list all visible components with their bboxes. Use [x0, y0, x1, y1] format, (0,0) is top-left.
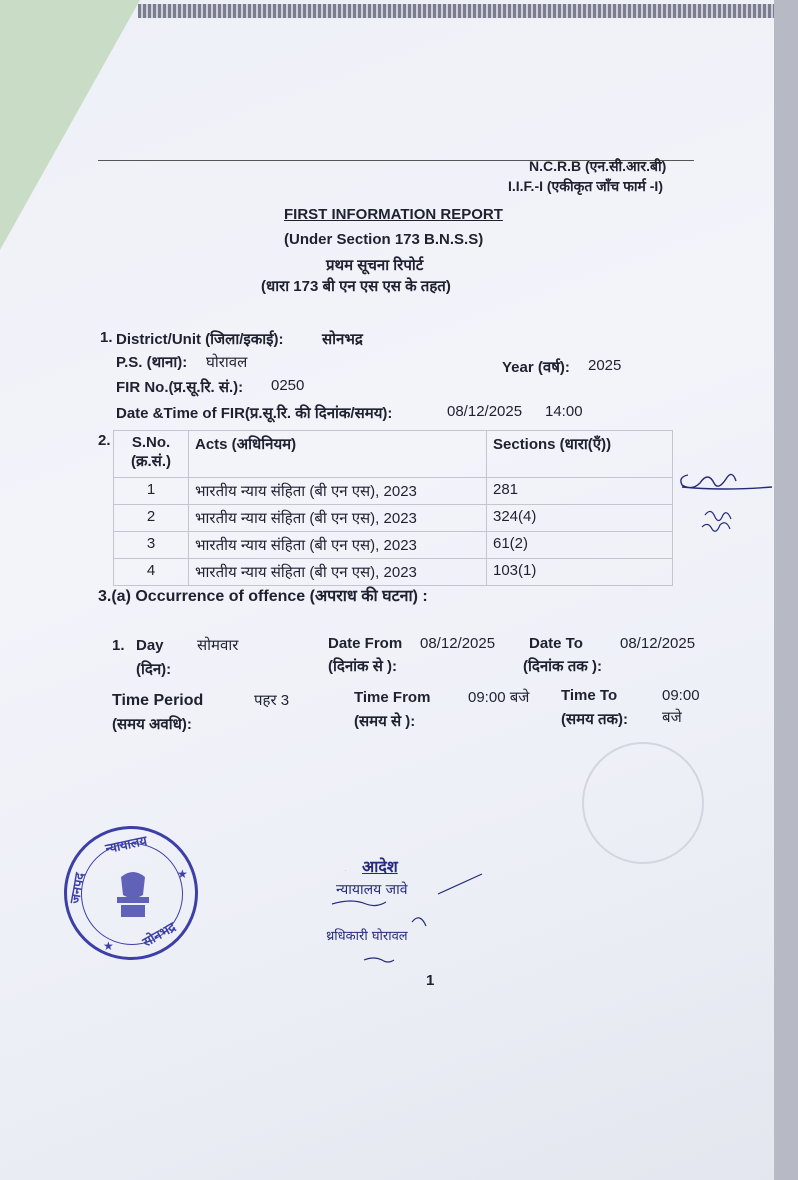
- fir-date-value: 08/12/2025: [447, 403, 523, 420]
- stamp-top-text: न्यायालय: [104, 832, 149, 857]
- report-subtitle-hindi: (धारा 173 बी एन एस एस के तहत): [261, 278, 451, 295]
- row-section: 103(1): [487, 559, 673, 586]
- margin-signature-handwriting: [660, 455, 775, 545]
- report-subtitle: (Under Section 173 B.N.S.S): [284, 231, 484, 248]
- row-act: भारतीय न्याय संहिता (बी एन एस), 2023: [189, 478, 487, 505]
- faint-background-seal: [582, 742, 704, 864]
- row-sno: 2: [114, 505, 189, 532]
- table-header-row: [114, 431, 673, 478]
- table-row: [114, 532, 673, 559]
- order-note-line-1: आदेश: [362, 857, 398, 876]
- occurrence-heading: 3.(a) Occurrence of offence (अपराध की घटना) :: [98, 588, 428, 605]
- time-from-label-hindi: (समय से ):: [354, 713, 416, 730]
- time-from-label: Time From: [354, 689, 431, 706]
- table-row: [114, 559, 673, 586]
- report-title: FIRST INFORMATION REPORT: [284, 206, 503, 223]
- row-sno: 4: [114, 559, 189, 586]
- time-to-value: 09:00: [662, 687, 700, 704]
- emblem-icon: [107, 867, 159, 923]
- star-icon: ★: [177, 867, 188, 881]
- green-folder-flap: [0, 0, 140, 250]
- date-to-label-hindi: (दिनांक तक ):: [523, 658, 602, 675]
- fir-number-value: 0250: [271, 377, 305, 394]
- row-sno: 1: [114, 478, 189, 505]
- time-to-label: Time To: [561, 687, 618, 704]
- time-to-label-hindi: (समय तक):: [561, 711, 629, 728]
- report-title-hindi: प्रथम सूचना रिपोर्ट: [326, 257, 424, 274]
- order-note-line-3: थ्रधिकारी घोरावल: [326, 929, 408, 944]
- row-section: 61(2): [487, 532, 673, 559]
- order-note-line-2: न्यायालय जावे: [336, 882, 408, 898]
- year-value: 2025: [588, 357, 622, 374]
- stamp-right-text: सोनभद्र: [139, 919, 179, 950]
- handwritten-signature-strokes: [326, 870, 486, 970]
- time-period-value: पहर 3: [254, 692, 290, 709]
- time-period-label-hindi: (समय अवधि):: [112, 716, 192, 733]
- date-to-label: Date To: [529, 635, 583, 652]
- time-from-value: 09:00 बजे: [468, 689, 530, 706]
- day-label-hindi: (दिन):: [136, 661, 172, 678]
- date-from-label: Date From: [328, 635, 403, 652]
- section-2-number: 2.: [98, 432, 111, 449]
- row-section: 324(4): [487, 505, 673, 532]
- police-station-label: P.S. (थाना):: [116, 354, 188, 371]
- police-station-value: घोरावल: [206, 354, 248, 371]
- table-row: [114, 505, 673, 532]
- fir-time-value: 14:00: [545, 403, 583, 420]
- header-sno: S.No. (क्र.सं.): [114, 431, 189, 478]
- row-act: भारतीय न्याय संहिता (बी एन एस), 2023: [189, 559, 487, 586]
- row-act: भारतीय न्याय संहिता (बी एन एस), 2023: [189, 505, 487, 532]
- time-to-unit: बजे: [662, 709, 682, 726]
- date-from-value: 08/12/2025: [420, 635, 496, 652]
- row-section: 281: [487, 478, 673, 505]
- table-row: [114, 478, 673, 505]
- ncrb-label: N.C.R.B (एन.सी.आर.बी): [529, 158, 667, 174]
- page-number: 1: [426, 972, 435, 989]
- stamp-left-text: जनपद: [66, 871, 88, 905]
- perforated-top-edge: [138, 4, 778, 18]
- fir-number-label: FIR No.(प्र.सू.रि. सं.):: [116, 379, 244, 396]
- time-period-label: Time Period: [112, 692, 204, 709]
- district-value: सोनभद्र: [322, 331, 363, 348]
- header-acts: Acts (अधिनियम): [189, 431, 487, 478]
- star-icon: ★: [103, 939, 114, 953]
- day-label: Day: [136, 637, 164, 654]
- court-seal-stamp: [64, 826, 198, 960]
- district-label: District/Unit (जिला/इकाई):: [116, 331, 284, 348]
- acts-table: [113, 430, 673, 586]
- fir-datetime-label: Date &Time of FIR(प्र.सू.रि. की दिनांक/समय):: [116, 405, 393, 422]
- iif-label: I.I.F.-I (एकीकृत जाँच फार्म -I): [508, 178, 663, 194]
- date-from-label-hindi: (दिनांक से ):: [328, 658, 398, 675]
- occurrence-item-number: 1.: [112, 637, 125, 654]
- section-1-number: 1.: [100, 329, 113, 346]
- page-edge-shadow: [774, 0, 798, 1180]
- row-act: भारतीय न्याय संहिता (बी एन एस), 2023: [189, 532, 487, 559]
- year-label: Year (वर्ष):: [502, 359, 570, 376]
- date-to-value: 08/12/2025: [620, 635, 696, 652]
- row-sno: 3: [114, 532, 189, 559]
- day-value: सोमवार: [197, 637, 239, 654]
- header-sections: Sections (धारा(एँ)): [487, 431, 673, 478]
